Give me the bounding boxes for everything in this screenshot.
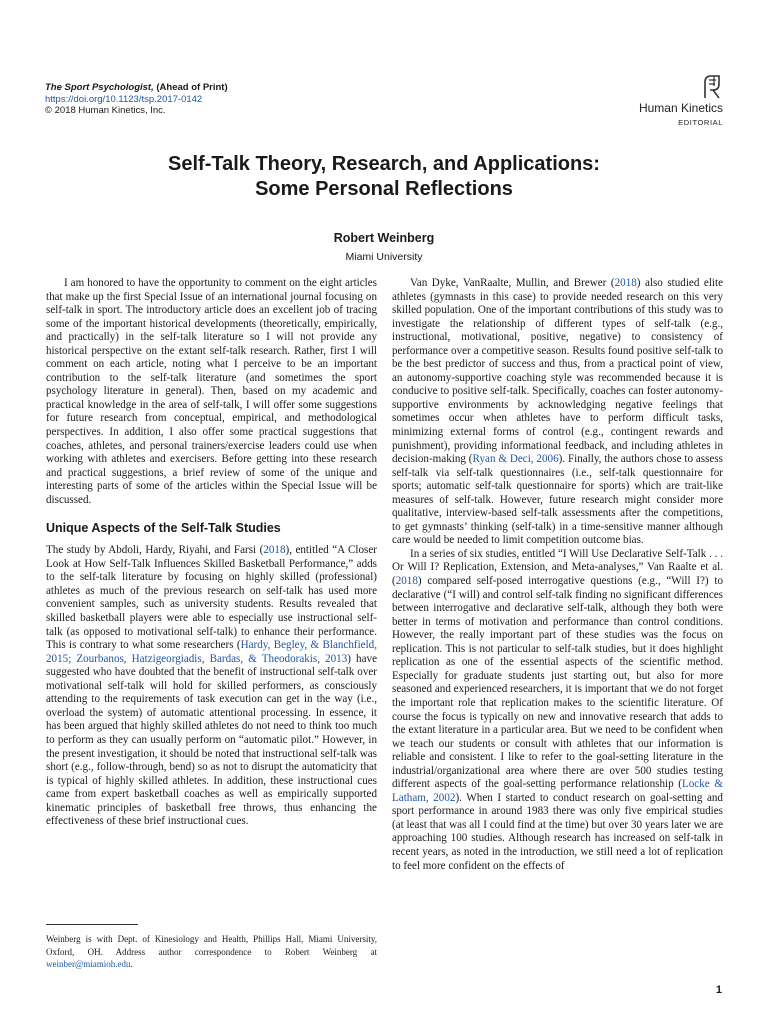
text-run: ) have suggested who have doubted that the benefit of instructional self-talk over motivational self-talk will hold for skilled performers, as consciously attending to the requirements of task execution can get in the way (i.e., overload the system) of automatic attentional processing. In essence, it has been argued that highly skilled athletes do not need to think too much to perform as they can usually perform on “automatic pilot.” However, in the present investigation, it should be noted that instructional self-talk was short (e.g., follow-through, bend) so as not to disrupt the automaticity that is typical of highly skilled athletes. In addition, these instructional cues came from expert basketball coaches as well as empirically supported kinematic principles of basketball free throws, thus enhancing the effectiveness of these brief instructional cues.: [46, 652, 377, 828]
citation-link[interactable]: Ryan & Deci, 2006: [472, 453, 559, 466]
section-label: EDITORIAL: [678, 118, 723, 127]
footnote-rule: [46, 924, 138, 925]
publisher-name: Human Kinetics: [638, 101, 723, 115]
right-column: [392, 277, 723, 873]
citation-link[interactable]: 2018: [614, 277, 637, 289]
left-column: [46, 277, 377, 829]
journal-status: (Ahead of Print): [156, 82, 228, 93]
citation-link[interactable]: Locke & Latham, 2002: [392, 778, 723, 804]
text-run: The study by Abdoli, Hardy, Riyahi, and Farsi (: [46, 544, 264, 557]
copyright: © 2018 Human Kinetics, Inc.: [45, 105, 166, 116]
text-run: ) also studied elite athletes (gymnasts in this case) to provide needed research on this very skilled population. One of the important contributions of this study was to investigate the relationship of different types of self-talk (e.g., instructional, motivational, positive, negative) to consistency of performance over a competitive season. Results found positive self-talk to be the best predictor of success and thus, from a practical point of view, an autonomy-supportive coaching style was recommended because it is conducive to positive self-talk. Specifically, coaches can foster autonomy-supportive environments by acknowledging negative feelings that sometimes occur when athletes have to perform difficult tasks, minimizing external forms of control (e.g., contingent rewards and punishment), providing informational feedback, and including athletes in decision-making (: [392, 277, 723, 466]
author-affiliation: Miami University: [345, 251, 423, 263]
intro-paragraph: I am honored to have the opportunity to comment on the eight articles that make up the first Special Issue of an international journal focusing on self-talk in sport. The introductory article does an excellent job of tracing some of the important historical developments (theoretically, empirically, and practically) in the self-talk literature so I will not provide any historical perspective on the extant self-talk research. Rather, first I will comment on each article, noting what I perceive to be an important contribution to the self-talk literature (and sometimes the sport psychology literature in general). Then, based on my academic and practical knowledge in the area of self-talk, I will offer some suggestions for future research from conceptual, empirical, and methodological perspectives. In addition, I also offer some practical suggestions that coaches, athletes, and personal trainers/exercise leaders could use when working with athletes and exercisers. Before getting into these research and practical suggestions, a brief review of some of the unique and interesting parts of some of the articles within the Special Issue will be discussed.: [46, 277, 377, 506]
human-kinetics-logo-icon: [701, 72, 723, 100]
citation-link[interactable]: 2018: [263, 544, 286, 557]
journal-header: [45, 82, 228, 117]
email-link[interactable]: weinber@miamioh.edu: [46, 959, 131, 969]
footnote-text: Weinberg is with Dept. of Kinesiology and Health, Phillips Hall, Miami University, Oxford, OH. Address author correspondence to Robert Weinberg at: [46, 934, 377, 957]
text-run: In a series of six studies, entitled “I Will Use Declarative Self-Talk . . . Or Will I? Replication, Extension, and Meta-analyses,” Van Raalte et al. (: [392, 547, 723, 588]
journal-name: The Sport Psychologist,: [45, 82, 154, 93]
text-run: Van Dyke, VanRaalte, Mullin, and Brewer (: [410, 277, 615, 289]
text-run: ). Finally, the authors chose to assess self-talk via self-talk questionnaires (i.e., self-talk questionnaire for sports; automatic self-talk questionnaire for sports) which are trait-like measures of self-talk. However, future research might consider more qualitative, interview-based self-talk assessments after the competitions, to get gymnasts’ thinking (self-talk) in a time-sensitive manner although care would be needed to limit competition outcome bias.: [392, 453, 723, 547]
publisher-block: [639, 72, 723, 127]
body-paragraph: [392, 548, 723, 873]
text-run: ). When I started to conduct research on goal-setting and sport performance in around 1983 there was only five empirical studies (at least that was all I could find at the time) but over 30 years later we are approaching 100 studies. Although research has increased on self-talk in recent years, as noted in the introduction, we still need a lot of replication to feel more confident on the effects of: [392, 791, 723, 872]
text-run: ), entitled “A Closer Look at How Self-Talk Influences Skilled Basketball Performance,” adds to the self-talk literature by focusing on highly skilled (professional) athletes as much of the previous research on self-talk has used more convenient samples, such as university students. Results revealed that skilled basketball players were able to especially use instructional self-talk (as opposed to motivational self-talk) to enhance their performance. This is contrary to what some researchers (: [46, 544, 377, 652]
article-title: [0, 152, 768, 202]
doi-link[interactable]: https://doi.org/10.1123/tsp.2017-0142: [45, 93, 203, 105]
title-line-1: Self-Talk Theory, Research, and Applications:: [168, 153, 600, 175]
footnote-end: .: [130, 959, 133, 969]
citation-link[interactable]: 2018: [395, 575, 418, 588]
body-paragraph: [46, 544, 377, 828]
section-heading: Unique Aspects of the Self-Talk Studies: [46, 521, 281, 536]
title-line-2: Some Personal Reflections: [255, 178, 513, 200]
page-number: 1: [715, 984, 722, 996]
citation-link[interactable]: Hardy, Begley, & Blanchfield, 2015; Zourbanos, Hatzigeorgiadis, Bardas, & Theodorakis, 2013: [46, 639, 377, 665]
author-footnote: [46, 933, 377, 971]
text-run: ) compared self-posed interrogative questions (e.g., “Will I?) to declarative (“I will) and control self-talk finding no significant differences between interrogative and declarative self-talk, although they both were better in terms of motivation and performance than control conditions. However, the really important part of these studies was the focus on replication. This is not particular to self-talk studies, but it does highlight replication as one of the essential aspects of the scientific method. Especially for graduate students just starting out, but also for more seasoned and experienced researchers, it is important that we do not forget the important role that replication makes to the scientific literature. Of course the focus is typically on new and innovative research that adds to the extant literature in a particular area. But we need to be confident when we teach our students or consult with athletes that our information is reliable and consistent. I like to refer to the goal-setting literature in the industrial/organizational area where there are over 500 studies testing different aspects of the goal-setting performance relationship (: [392, 575, 723, 791]
author-name: Robert Weinberg: [333, 231, 435, 245]
body-paragraph: [392, 277, 723, 548]
